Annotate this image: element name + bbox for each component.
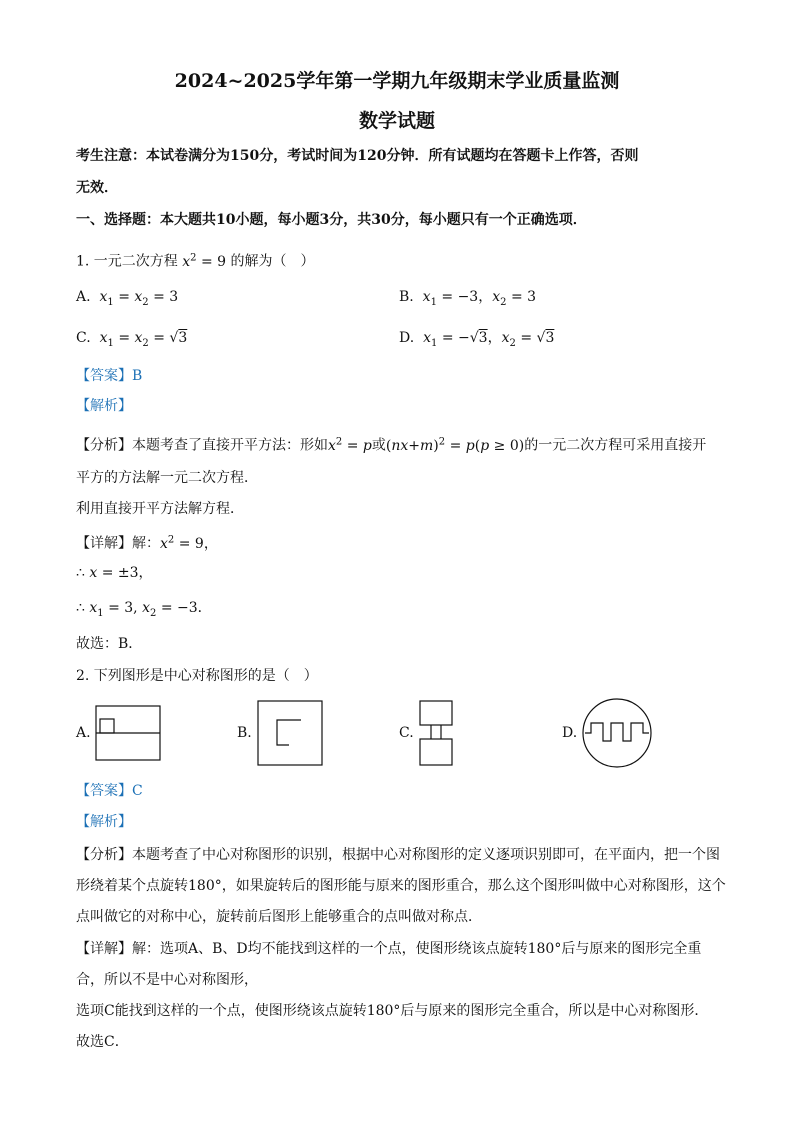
q1-analysis-tag: 【解析】 <box>76 398 132 414</box>
q1-option-d[interactable] <box>399 328 554 354</box>
q2-analysis-1: 【分析】本题考查了中心对称图形的识别，根据中心对称图形的定义逐项识别即可，在平面内，把一个图 <box>76 847 720 863</box>
q1-detail <box>76 530 218 554</box>
q2-figure-a[interactable] <box>95 705 163 763</box>
q1-detail-eq: $x^2 = 9$， <box>160 534 218 552</box>
notice-line-2: 无效． <box>76 180 118 196</box>
q1-analysis-1 <box>76 432 706 456</box>
q1-option-a[interactable] <box>76 287 178 313</box>
q1-analysis-1-mid: 或 <box>371 437 386 454</box>
q2-detail-3: 选项C能找到这样的一个点，使图形绕该点旋转180°后与原来的图形完全重合，所以是中心对称图形． <box>76 1003 709 1019</box>
q1-option-b[interactable] <box>399 287 536 313</box>
q2-stem: 2. 下列图形是中心对称图形的是（ ） <box>76 668 318 684</box>
q1-option-c-label: C. <box>76 330 91 346</box>
q1-equation: $x^2 = 9$ <box>177 252 227 270</box>
notice-line-1: 考生注意：本试卷满分为150分，考试时间为120分钟．所有试题均在答题卡上作答，否则 <box>76 148 639 164</box>
q2-option-d-label[interactable]: D. <box>562 725 578 741</box>
q1-conclusion: 故选：B． <box>76 636 143 652</box>
q1-step-2-math: ∴ $x_1 = 3$, $x_2 = -3$． <box>76 600 212 619</box>
q1-option-a-math: $x_1 = x_2 = 3$ <box>95 289 179 308</box>
q1-analysis-1-formula-a: $x^2 = p$ <box>328 436 372 454</box>
exam-subtitle: 数学试题 <box>358 110 435 132</box>
q1-option-c[interactable] <box>76 328 187 354</box>
q1-stem <box>76 248 315 272</box>
q2-answer: 【答案】C <box>76 783 143 799</box>
q2-analysis-tag: 【解析】 <box>76 814 132 830</box>
q2-detail-2: 合，所以不是中心对称图形， <box>76 972 258 988</box>
q2-figure-b[interactable] <box>257 700 325 768</box>
q1-analysis-1-pre: 【分析】本题考查了直接开平方法：形如 <box>76 437 328 454</box>
q1-analysis-2: 平方的方法解一元二次方程． <box>76 470 258 486</box>
q2-analysis-2: 形绕着某个点旋转180°，如果旋转后的图形能与原来的图形重合，那么这个图形叫做中心对称图形，这个 <box>76 878 726 894</box>
q1-option-d-label: D. <box>399 330 415 346</box>
q2-option-a-label[interactable]: A. <box>76 725 91 741</box>
q1-step-1-math: ∴ x = ±3， <box>76 565 153 581</box>
q2-option-c-label[interactable]: C. <box>399 725 414 741</box>
q1-option-c-math: $x_1 = x_2 = √3$ <box>95 330 188 349</box>
q1-option-b-label: B. <box>399 289 414 305</box>
q1-analysis-3: 利用直接开平方法解方程． <box>76 501 244 517</box>
q1-analysis-1-post: 的一元二次方程可采用直接开 <box>524 437 707 454</box>
q1-stem-post: 的解为（ ） <box>230 253 315 270</box>
section-heading: 一、选择题：本大题共10小题，每小题3分，共30分，每小题只有一个正确选项． <box>76 212 587 228</box>
q2-detail-1: 【详解】解：选项A、B、D均不能找到这样的一个点，使图形绕该点旋转180°后与原来的图形完全重 <box>76 941 702 957</box>
q1-analysis-1-formula-b: $(nx+m)^2 = p(p \ge 0)$ <box>385 436 525 454</box>
q1-detail-pre: 【详解】解： <box>76 535 160 552</box>
q2-option-b-label[interactable]: B. <box>237 725 252 741</box>
q1-stem-pre: 1. 一元二次方程 <box>76 253 178 270</box>
q1-step-1 <box>76 563 153 583</box>
q2-conclusion: 故选C． <box>76 1034 129 1050</box>
q1-option-d-math: $x_1 = -√3$，$x_2 = √3$ <box>418 330 555 349</box>
q2-figure-d[interactable] <box>581 697 655 771</box>
q1-option-a-label: A. <box>76 289 91 305</box>
q2-figure-c[interactable] <box>417 699 457 769</box>
q1-option-b-math: $x_1 = -3$，$x_2 = 3$ <box>418 289 537 308</box>
q2-analysis-3: 点叫做它的对称中心，旋转前后图形上能够重合的点叫做对称点． <box>76 909 482 925</box>
exam-title: 2024~2025学年第一学期九年级期末学业质量监测 <box>174 70 620 92</box>
q1-answer: 【答案】B <box>76 368 143 384</box>
q1-step-2 <box>76 598 212 624</box>
